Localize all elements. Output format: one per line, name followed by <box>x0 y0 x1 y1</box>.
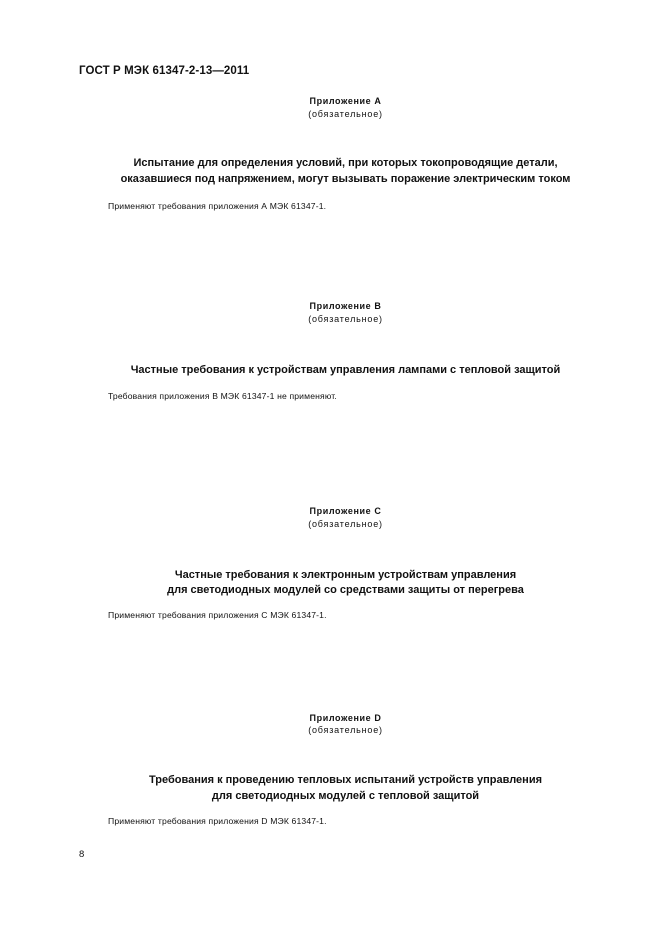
annex-status: (обязательное) <box>308 314 383 324</box>
annex-title-line: Испытание для определения условий, при которых токопроводящие детали, <box>133 157 558 169</box>
annex-status: (обязательное) <box>308 725 383 735</box>
annex-label: Приложение В <box>309 301 382 311</box>
annex-label: Приложение С <box>309 506 382 516</box>
annex-title-line: Частные требования к устройствам управления лампами с тепловой защитой <box>130 364 561 376</box>
annex-status: (обязательное) <box>308 519 383 529</box>
annex-text: Применяют требования приложения А МЭК 61347-1. <box>108 201 327 211</box>
annex-title-line: Требования к проведению тепловых испытаний устройств управления <box>148 774 543 786</box>
annex-text: Применяют требования приложения С МЭК 61347-1. <box>108 610 327 620</box>
annex-label: Приложение D <box>309 713 382 723</box>
page-number: 8 <box>79 849 85 860</box>
annex-title-line: для светодиодных модулей со средствами защиты от перегрева <box>167 584 524 596</box>
annex-text: Применяют требования приложения D МЭК 61347-1. <box>108 816 327 826</box>
annex-title-line: оказавшиеся под напряжением, могут вызывать поражение электрическим током <box>120 173 571 185</box>
annex-title-line: Частные требования к электронным устройствам управления <box>174 569 517 581</box>
annex-status: (обязательное) <box>308 109 383 119</box>
document-header: ГОСТ Р МЭК 61347-2-13—2011 <box>79 65 250 77</box>
annex-title-line: для светодиодных модулей с тепловой защитой <box>211 790 480 802</box>
annex-text: Требования приложения В МЭК 61347-1 не применяют. <box>108 391 337 401</box>
annex-label: Приложение А <box>309 96 382 106</box>
